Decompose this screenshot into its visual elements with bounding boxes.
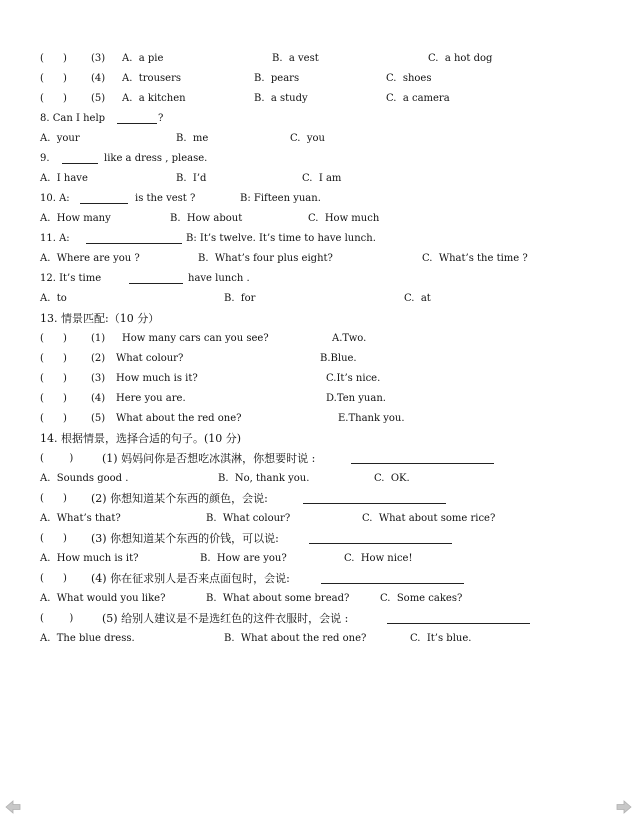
match-answer: C.It’s nice. bbox=[326, 373, 381, 384]
q14-item-1 bbox=[0, 450, 639, 468]
option-b: B. pears bbox=[254, 73, 300, 84]
option-a: A. How many bbox=[40, 213, 111, 224]
option-b: B. What colour? bbox=[206, 513, 291, 524]
q14-heading bbox=[0, 430, 639, 448]
scenario-prompt: (3) 你想知道某个东西的价钱，可以说: bbox=[91, 532, 279, 545]
q14-item-3-options bbox=[0, 550, 639, 568]
answer-blank[interactable] bbox=[80, 203, 128, 204]
option-a: A. trousers bbox=[122, 73, 181, 84]
answer-paren: ( ) bbox=[40, 373, 67, 384]
option-a: A. your bbox=[40, 133, 80, 144]
answer-blank[interactable] bbox=[117, 123, 157, 124]
q13-row-1 bbox=[0, 330, 639, 348]
answer-paren: ( ) bbox=[40, 393, 67, 404]
option-a: A. Where are you ? bbox=[40, 253, 140, 264]
match-answer: B.Blue. bbox=[320, 353, 357, 364]
q14-item-1-options bbox=[0, 470, 639, 488]
item-number: (4) bbox=[91, 393, 106, 404]
q13-heading bbox=[0, 310, 639, 328]
q10-stem bbox=[0, 190, 639, 208]
item-number: (3) bbox=[91, 53, 106, 64]
item-number: (3) bbox=[91, 373, 106, 384]
scenario-prompt: (2) 你想知道某个东西的颜色，会说: bbox=[91, 492, 268, 505]
option-c: C. I am bbox=[302, 173, 342, 184]
answer-blank[interactable] bbox=[321, 583, 464, 584]
section-title: 13. 情景匹配:（10 分） bbox=[40, 312, 160, 325]
q8-options bbox=[0, 130, 639, 148]
option-a: A. a pie bbox=[122, 53, 164, 64]
option-a: A. to bbox=[40, 293, 67, 304]
answer-paren: ( ) bbox=[40, 53, 67, 64]
match-question: How many cars can you see? bbox=[122, 333, 269, 344]
answer-paren: ( ) bbox=[40, 533, 67, 544]
option-b: B. How about bbox=[170, 213, 243, 224]
option-c: C. How nice! bbox=[344, 553, 413, 564]
item-number: (4) bbox=[91, 73, 106, 84]
answer-blank[interactable] bbox=[62, 163, 98, 164]
option-c: C. What about some rice? bbox=[362, 513, 496, 524]
match-answer: A.Two. bbox=[332, 333, 367, 344]
option-b: B. for bbox=[224, 293, 256, 304]
answer-paren: ( ) bbox=[40, 413, 67, 424]
answer-paren: ( ) bbox=[40, 73, 67, 84]
option-b: B. No, thank you. bbox=[218, 473, 310, 484]
answer-paren: ( ) bbox=[40, 493, 67, 504]
match-question: How much is it? bbox=[116, 373, 198, 384]
q14-item-4-options bbox=[0, 590, 639, 608]
match-answer: D.Ten yuan. bbox=[326, 393, 386, 404]
option-c: C. OK. bbox=[374, 473, 410, 484]
option-c: C. What’s the time ? bbox=[422, 253, 528, 264]
option-c: C. at bbox=[404, 293, 431, 304]
question-text: have lunch . bbox=[188, 273, 250, 284]
answer-paren: ( ) bbox=[40, 573, 67, 584]
option-b: B. a study bbox=[254, 93, 308, 104]
next-page-button[interactable] bbox=[615, 798, 633, 816]
q14-item-4 bbox=[0, 570, 639, 588]
q9-stem bbox=[0, 150, 639, 168]
option-b: B. a vest bbox=[272, 53, 319, 64]
left-arrow-icon bbox=[4, 798, 22, 816]
match-answer: E.Thank you. bbox=[338, 413, 405, 424]
q13-row-2 bbox=[0, 350, 639, 368]
scenario-prompt: (4) 你在征求别人是否来点面包时，会说: bbox=[91, 572, 290, 585]
q14-item-5 bbox=[0, 610, 639, 628]
q14-item-2 bbox=[0, 490, 639, 508]
option-c: C. a hot dog bbox=[428, 53, 493, 64]
q7-row-5 bbox=[0, 90, 639, 108]
answer-blank[interactable] bbox=[303, 503, 446, 504]
option-a: A. What’s that? bbox=[40, 513, 121, 524]
scenario-prompt: (5) 给别人建议是不是选红色的这件衣服时，会说 : bbox=[102, 612, 349, 625]
question-text: like a dress , please. bbox=[104, 153, 208, 164]
q14-item-2-options bbox=[0, 510, 639, 528]
q10-options bbox=[0, 210, 639, 228]
answer-blank[interactable] bbox=[309, 543, 452, 544]
match-question: Here you are. bbox=[116, 393, 186, 404]
q14-item-5-options bbox=[0, 630, 639, 648]
question-text: is the vest ? bbox=[135, 193, 196, 204]
answer-paren: ( ) bbox=[40, 613, 74, 624]
option-a: A. Sounds good . bbox=[40, 473, 129, 484]
option-b: B. I’d bbox=[176, 173, 207, 184]
question-text: ? bbox=[158, 113, 164, 124]
question-text: 8. Can I help bbox=[40, 113, 106, 124]
option-b: B. What about the red one? bbox=[224, 633, 367, 644]
item-number: (2) bbox=[91, 353, 106, 364]
dialog-reply: B: It’s twelve. It’s time to have lunch. bbox=[186, 233, 376, 244]
scenario-prompt: (1) 妈妈问你是否想吃冰淇淋，你想要时说 : bbox=[102, 452, 316, 465]
option-c: C. a camera bbox=[386, 93, 450, 104]
option-a: A. The blue dress. bbox=[40, 633, 135, 644]
item-number: (5) bbox=[91, 93, 106, 104]
q12-options bbox=[0, 290, 639, 308]
option-c: C. How much bbox=[308, 213, 380, 224]
option-a: A. What would you like? bbox=[40, 593, 166, 604]
item-number: (1) bbox=[91, 333, 106, 344]
option-c: C. It’s blue. bbox=[410, 633, 472, 644]
section-title: 14. 根据情景，选择合适的句子。(10 分) bbox=[40, 432, 242, 445]
q13-row-5 bbox=[0, 410, 639, 428]
answer-blank[interactable] bbox=[387, 623, 530, 624]
option-a: A. I have bbox=[40, 173, 88, 184]
right-arrow-icon bbox=[615, 798, 633, 816]
question-text: 11. A: bbox=[40, 233, 70, 244]
match-question: What colour? bbox=[116, 353, 184, 364]
q11-stem bbox=[0, 230, 639, 248]
dialog-reply: B: Fifteen yuan. bbox=[240, 193, 321, 204]
answer-paren: ( ) bbox=[40, 93, 67, 104]
answer-paren: ( ) bbox=[40, 333, 67, 344]
option-b: B. What’s four plus eight? bbox=[198, 253, 333, 264]
q8-stem bbox=[0, 110, 639, 128]
option-b: B. What about some bread? bbox=[206, 593, 350, 604]
q9-options bbox=[0, 170, 639, 188]
prev-page-button[interactable] bbox=[4, 798, 22, 816]
answer-paren: ( ) bbox=[40, 453, 74, 464]
match-question: What about the red one? bbox=[116, 413, 242, 424]
q12-stem bbox=[0, 270, 639, 288]
option-a: A. a kitchen bbox=[122, 93, 186, 104]
q7-row-4 bbox=[0, 70, 639, 88]
option-a: A. How much is it? bbox=[40, 553, 139, 564]
answer-paren: ( ) bbox=[40, 353, 67, 364]
question-number: 9. bbox=[40, 153, 50, 164]
q13-row-3 bbox=[0, 370, 639, 388]
option-b: B. me bbox=[176, 133, 209, 144]
answer-blank[interactable] bbox=[129, 283, 183, 284]
option-c: C. shoes bbox=[386, 73, 432, 84]
question-text: 10. A: bbox=[40, 193, 70, 204]
answer-blank[interactable] bbox=[351, 463, 494, 464]
q11-options bbox=[0, 250, 639, 268]
q14-item-3 bbox=[0, 530, 639, 548]
q13-row-4 bbox=[0, 390, 639, 408]
option-c: C. Some cakes? bbox=[380, 593, 463, 604]
option-c: C. you bbox=[290, 133, 325, 144]
question-text: 12. It’s time bbox=[40, 273, 102, 284]
q7-row-3 bbox=[0, 50, 639, 68]
answer-blank[interactable] bbox=[86, 243, 182, 244]
item-number: (5) bbox=[91, 413, 106, 424]
option-b: B. How are you? bbox=[200, 553, 287, 564]
